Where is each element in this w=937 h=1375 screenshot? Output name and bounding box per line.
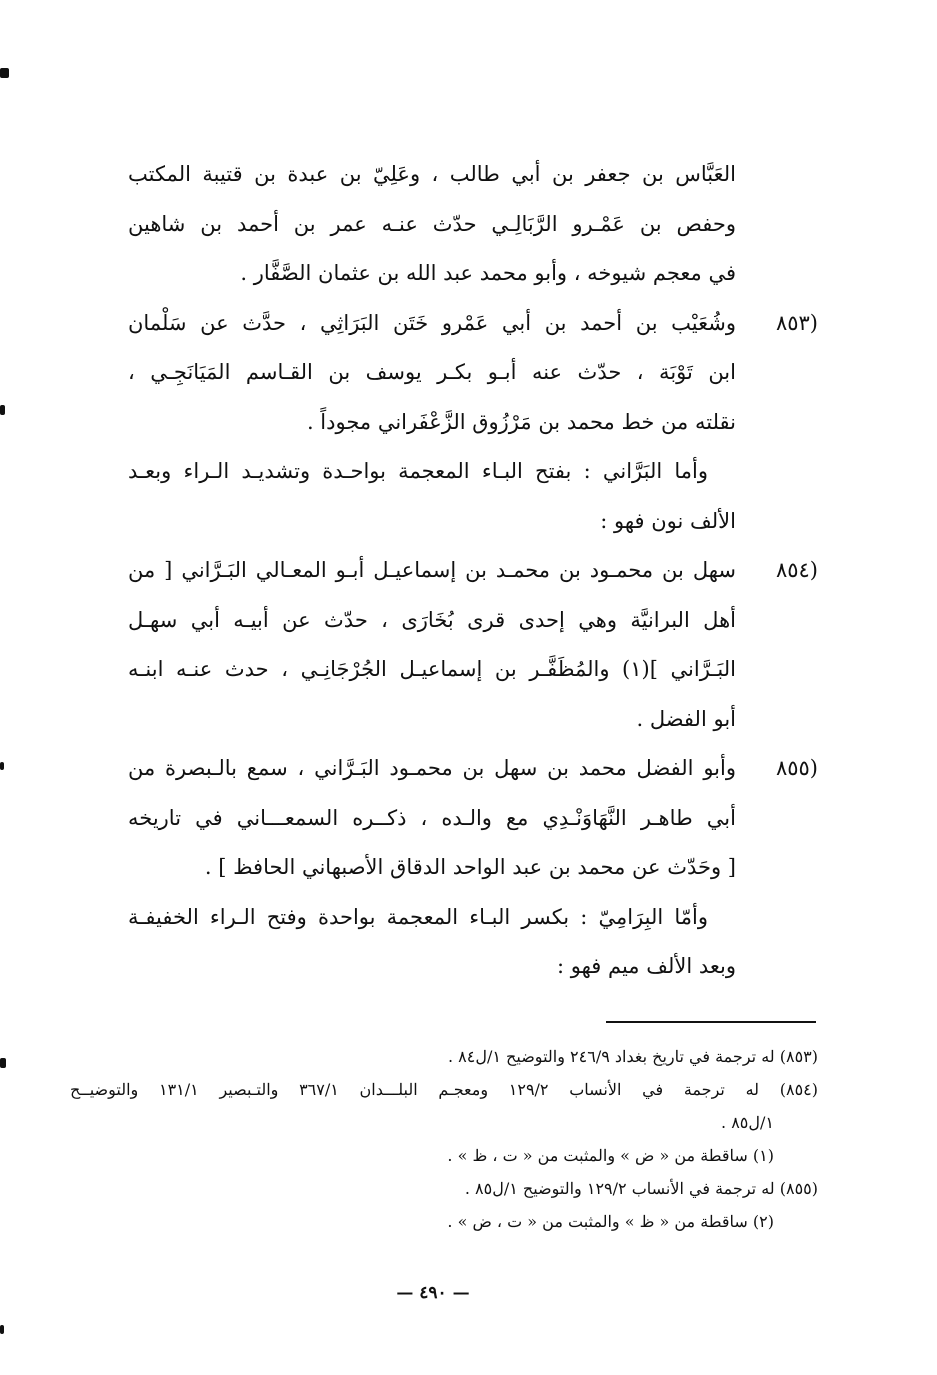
scan-mark [0,68,9,78]
text-line: أهل البرانيَّة وهي إحدى قرى بُخَارَى ، حدّث عن أبيـه أبي سهـل [128,607,736,632]
footnotes [70,1040,818,1238]
text-line: وأبو الفضل محمد بن سهل بن محمـود البَـرَّاني ، سمع بالـبصرة من [128,756,736,780]
page-number: — ٤٩٠ — [396,1283,470,1303]
footnote-853: (٨٥٣) له ترجمة في تاريخ بغداد ٢٤٦/٩ والتوضيح ١/ل٨٤ . [448,1047,818,1066]
scan-mark [0,1325,4,1334]
entry-854 [128,546,818,744]
scan-mark [0,405,5,415]
note-barrani [128,447,818,546]
text-line: وأما البَرَّاني : بفتح البـاء المعجمة بواحـدة وتشديـد الـراء وبعـد [128,459,708,483]
text-line: سهل بن محمـود بن محمـد بن إسماعيـل أبـو المعـالي البَـرَّاني [ من [128,558,736,582]
scan-mark [0,762,4,770]
footnote-854-continued: ١/ل٨٥ . [721,1113,774,1132]
text-line: وأمّا البِرَامِيّ : بكسر البـاء المعجمة بواحدة وفتح الـراء الخفيفـة [128,904,708,929]
footnote-2: (٢) ساقطة من « ظ » والمثبت من « ت ، ض » . [447,1212,774,1231]
text-line: في معجم شيوخه ، وأبو محمد عبد الله بن عثمان الصَّفَّار . [240,261,736,285]
footnote-1: (١) ساقطة من « ض » والمثبت من « ت ، ظ » . [447,1146,774,1165]
footnote-854: (٨٥٤) له ترجمة في الأنساب ١٢٩/٢ ومعجـم البلـــدان ٣٦٧/١ والتـبصير ١٣١/١ والتوضيــح [70,1080,818,1099]
entry-number: (٨٥٣ [775,310,818,335]
note-barami [128,893,818,992]
entry-number: (٨٥٤ [775,558,818,582]
text-line: أبو الفضل . [636,706,736,731]
text-line: وشُعَيْب بن أحمد بن أبي عَمْرو خَتَن البَرَاثِي ، حدَّث عن سَلْمان [128,310,736,335]
text-line: البَـرَّاني ](١) والمُظَفَّـر بن إسماعيـل الجُرْجَانِـي ، حدث عنـه ابنـه [128,657,736,681]
text-line: الألف نون فهو : [600,508,736,533]
text-line: وحفص بن عَمْـرو الرَّبَالِـي حدّث عنـه عمر بن أحمد بن شاهين [128,211,736,236]
text-line: أبي طاهـر النَّهَاوَنْـدِي مع والـده ، ذكــره السمعـــاني في تاريخه [128,805,736,830]
scan-mark [0,1058,6,1068]
text-line: وبعد الألف ميم فهو : [557,954,736,978]
entry-855 [128,744,818,893]
entry-853 [128,299,818,448]
text-line: [ وحَدّث عن محمد بن عبد الواحد الدقاق الأصبهاني الحافظ ] . [204,855,736,879]
main-text [128,150,818,992]
footnote-separator [606,1021,816,1023]
text-line: العَبَّاس بن جعفر بن أبي طالب ، وعَلِيّ بن عبدة بن قتيبة المكتب [128,162,736,186]
continuation-paragraph [128,150,818,299]
footnote-855: (٨٥٥) له ترجمة في الأنساب ١٢٩/٢ والتوضيح ١/ل٨٥ . [464,1179,818,1198]
text-line: ابن تَوْبَة ، حدّث عنه أبـو بكـر يوسف بن القـاسم المَيَانَجِـي ، [128,360,736,384]
entry-number: (٨٥٥ [775,756,818,780]
text-line: نقلته من خط محمد بن مَرْزُوق الزَّعْفَراني مجوداً . [306,409,736,434]
